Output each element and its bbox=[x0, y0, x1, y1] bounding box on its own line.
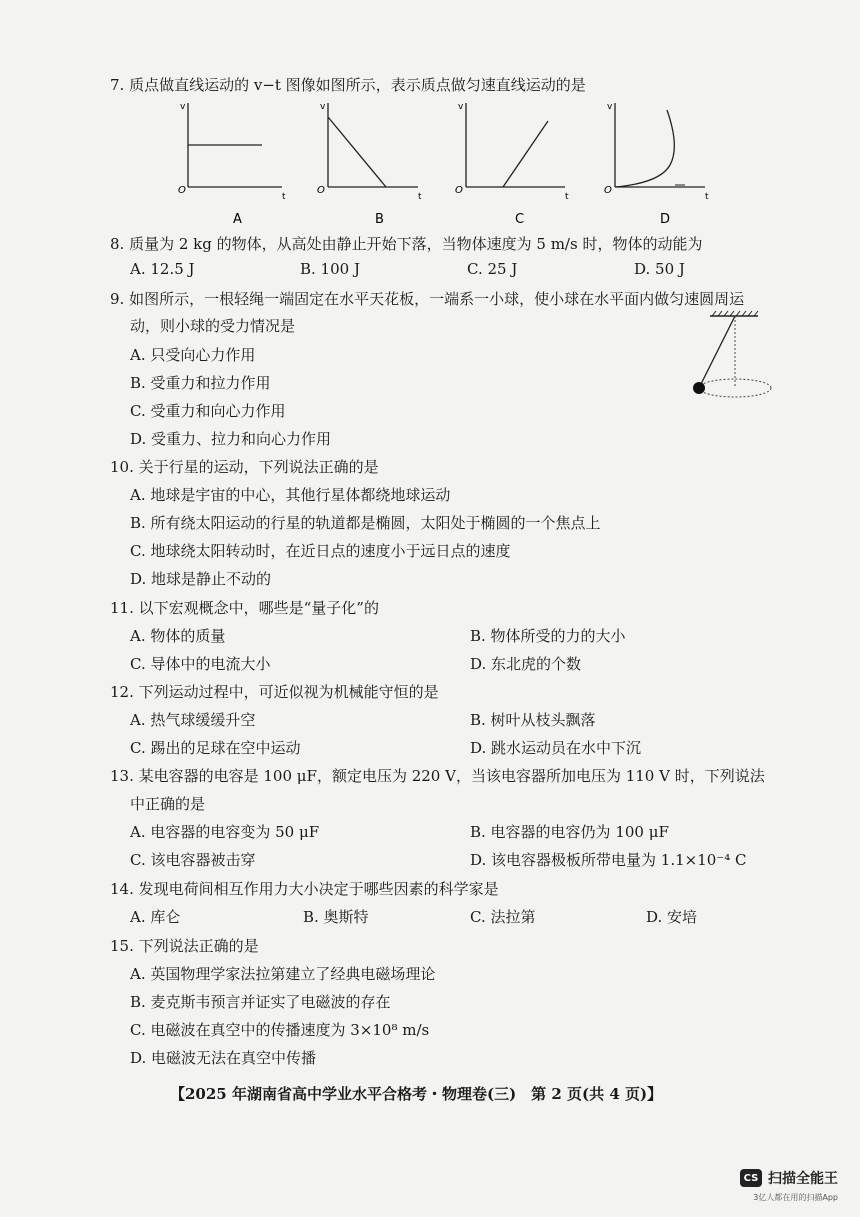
graph-d-label: D bbox=[660, 212, 671, 227]
q15-option-a: A. 英国物理学家法拉第建立了经典电磁场理论 bbox=[130, 965, 436, 983]
graph-b-label: B bbox=[375, 212, 384, 227]
svg-text:t: t bbox=[565, 192, 569, 202]
svg-text:v: v bbox=[180, 102, 186, 112]
svg-text:O: O bbox=[455, 185, 463, 196]
q15-option-d: D. 电磁波无法在真空中传播 bbox=[130, 1049, 317, 1067]
graph-a bbox=[178, 102, 286, 227]
graph-c-label: C bbox=[515, 212, 525, 227]
graph-d bbox=[604, 102, 709, 227]
graph-a-label: A bbox=[233, 212, 242, 227]
q8-option-b: B. 100 J bbox=[300, 260, 360, 278]
graph-c bbox=[455, 102, 569, 227]
q15-option-c: C. 电磁波在真空中的传播速度为 3×10⁸ m/s bbox=[130, 1021, 430, 1039]
q10-option-b: B. 所有绕太阳运动的行星的轨道都是椭圆，太阳处于椭圆的一个焦点上 bbox=[130, 514, 601, 532]
q10-option-c: C. 地球绕太阳转动时，在近日点的速度小于远日点的速度 bbox=[130, 542, 511, 560]
scanner-watermark bbox=[740, 1168, 838, 1188]
q12-option-b: B. 树叶从枝头飘落 bbox=[470, 711, 596, 729]
q13-option-d: D. 该电容器极板所带电量为 1.1×10⁻⁴ C bbox=[470, 851, 747, 869]
q11-option-a: A. 物体的质量 bbox=[130, 627, 226, 645]
svg-text:t: t bbox=[282, 192, 286, 202]
graph-b bbox=[317, 102, 422, 227]
scanner-logo-icon: CS bbox=[740, 1169, 762, 1187]
q12-option-c: C. 踢出的足球在空中运动 bbox=[130, 739, 301, 757]
q15-stem: 15. 下列说法正确的是 bbox=[110, 937, 259, 955]
q15-option-b: B. 麦克斯韦预言并证实了电磁波的存在 bbox=[130, 993, 391, 1011]
q8-stem: 8. 质量为 2 kg 的物体，从高处由静止开始下落，当物体速度为 5 m/s 时，物体的动能为 bbox=[110, 235, 703, 253]
q13-option-a: A. 电容器的电容变为 50 μF bbox=[130, 823, 320, 841]
q14-option-a: A. 库仑 bbox=[130, 908, 181, 926]
svg-text:v: v bbox=[320, 102, 326, 112]
q9-option-d: D. 受重力、拉力和向心力作用 bbox=[130, 430, 332, 448]
q8-option-d: D. 50 J bbox=[634, 260, 685, 278]
q12-option-d: D. 跳水运动员在水中下沉 bbox=[470, 739, 642, 757]
svg-text:O: O bbox=[178, 185, 186, 196]
q14-option-c: C. 法拉第 bbox=[470, 908, 536, 926]
q11-stem: 11. 以下宏观概念中，哪些是“量子化”的 bbox=[110, 599, 379, 617]
svg-text:O: O bbox=[604, 185, 612, 196]
svg-text:t: t bbox=[418, 192, 422, 202]
svg-text:v: v bbox=[458, 102, 464, 112]
q13-stem-line1: 13. 某电容器的电容是 100 μF，额定电压为 220 V，当该电容器所加电压为 110 V 时，下列说法 bbox=[110, 767, 765, 785]
q8-option-a: A. 12.5 J bbox=[130, 260, 195, 278]
q7-stem: 7. 质点做直线运动的 v−t 图像如图所示，表示质点做匀速直线运动的是 bbox=[110, 76, 586, 94]
q9-stem-line1: 9. 如图所示，一根轻绳一端固定在水平天花板，一端系一小球，使小球在水平面内做匀速圆周运 bbox=[110, 290, 745, 308]
q14-stem: 14. 发现电荷间相互作用力大小决定于哪些因素的科学家是 bbox=[110, 880, 499, 898]
q9-option-b: B. 受重力和拉力作用 bbox=[130, 374, 271, 392]
q12-option-a: A. 热气球缓缓升空 bbox=[130, 711, 256, 729]
q8-option-c: C. 25 J bbox=[467, 260, 518, 278]
svg-text:t: t bbox=[705, 192, 709, 202]
scanner-tagline: 3亿人都在用的扫描App bbox=[753, 1193, 838, 1202]
q13-option-b: B. 电容器的电容仍为 100 μF bbox=[470, 823, 669, 841]
q7-graphs bbox=[170, 95, 730, 230]
pendulum-diagram bbox=[688, 308, 788, 403]
q10-option-a: A. 地球是宇宙的中心，其他行星体都绕地球运动 bbox=[130, 486, 451, 504]
q11-option-d: D. 东北虎的个数 bbox=[470, 655, 582, 673]
q9-option-a: A. 只受向心力作用 bbox=[130, 346, 256, 364]
q11-option-b: B. 物体所受的力的大小 bbox=[470, 627, 626, 645]
q14-option-d: D. 安培 bbox=[646, 908, 698, 926]
q10-stem: 10. 关于行星的运动，下列说法正确的是 bbox=[110, 458, 379, 476]
q12-stem: 12. 下列运动过程中，可近似视为机械能守恒的是 bbox=[110, 683, 439, 701]
q10-option-d: D. 地球是静止不动的 bbox=[130, 570, 272, 588]
q13-stem-line2: 中正确的是 bbox=[130, 795, 206, 813]
q11-option-c: C. 导体中的电流大小 bbox=[130, 655, 271, 673]
svg-text:v: v bbox=[607, 102, 613, 112]
q9-stem-line2: 动，则小球的受力情况是 bbox=[130, 317, 296, 335]
scanner-name: 扫描全能王 bbox=[768, 1171, 838, 1187]
q14-option-b: B. 奥斯特 bbox=[303, 908, 369, 926]
page-footer: 【2025 年湖南省高中学业水平合格考・物理卷(三) 第 2 页(共 4 页)】 bbox=[170, 1085, 663, 1103]
svg-text:O: O bbox=[317, 185, 325, 196]
q13-option-c: C. 该电容器被击穿 bbox=[130, 851, 256, 869]
q9-option-c: C. 受重力和向心力作用 bbox=[130, 402, 286, 420]
